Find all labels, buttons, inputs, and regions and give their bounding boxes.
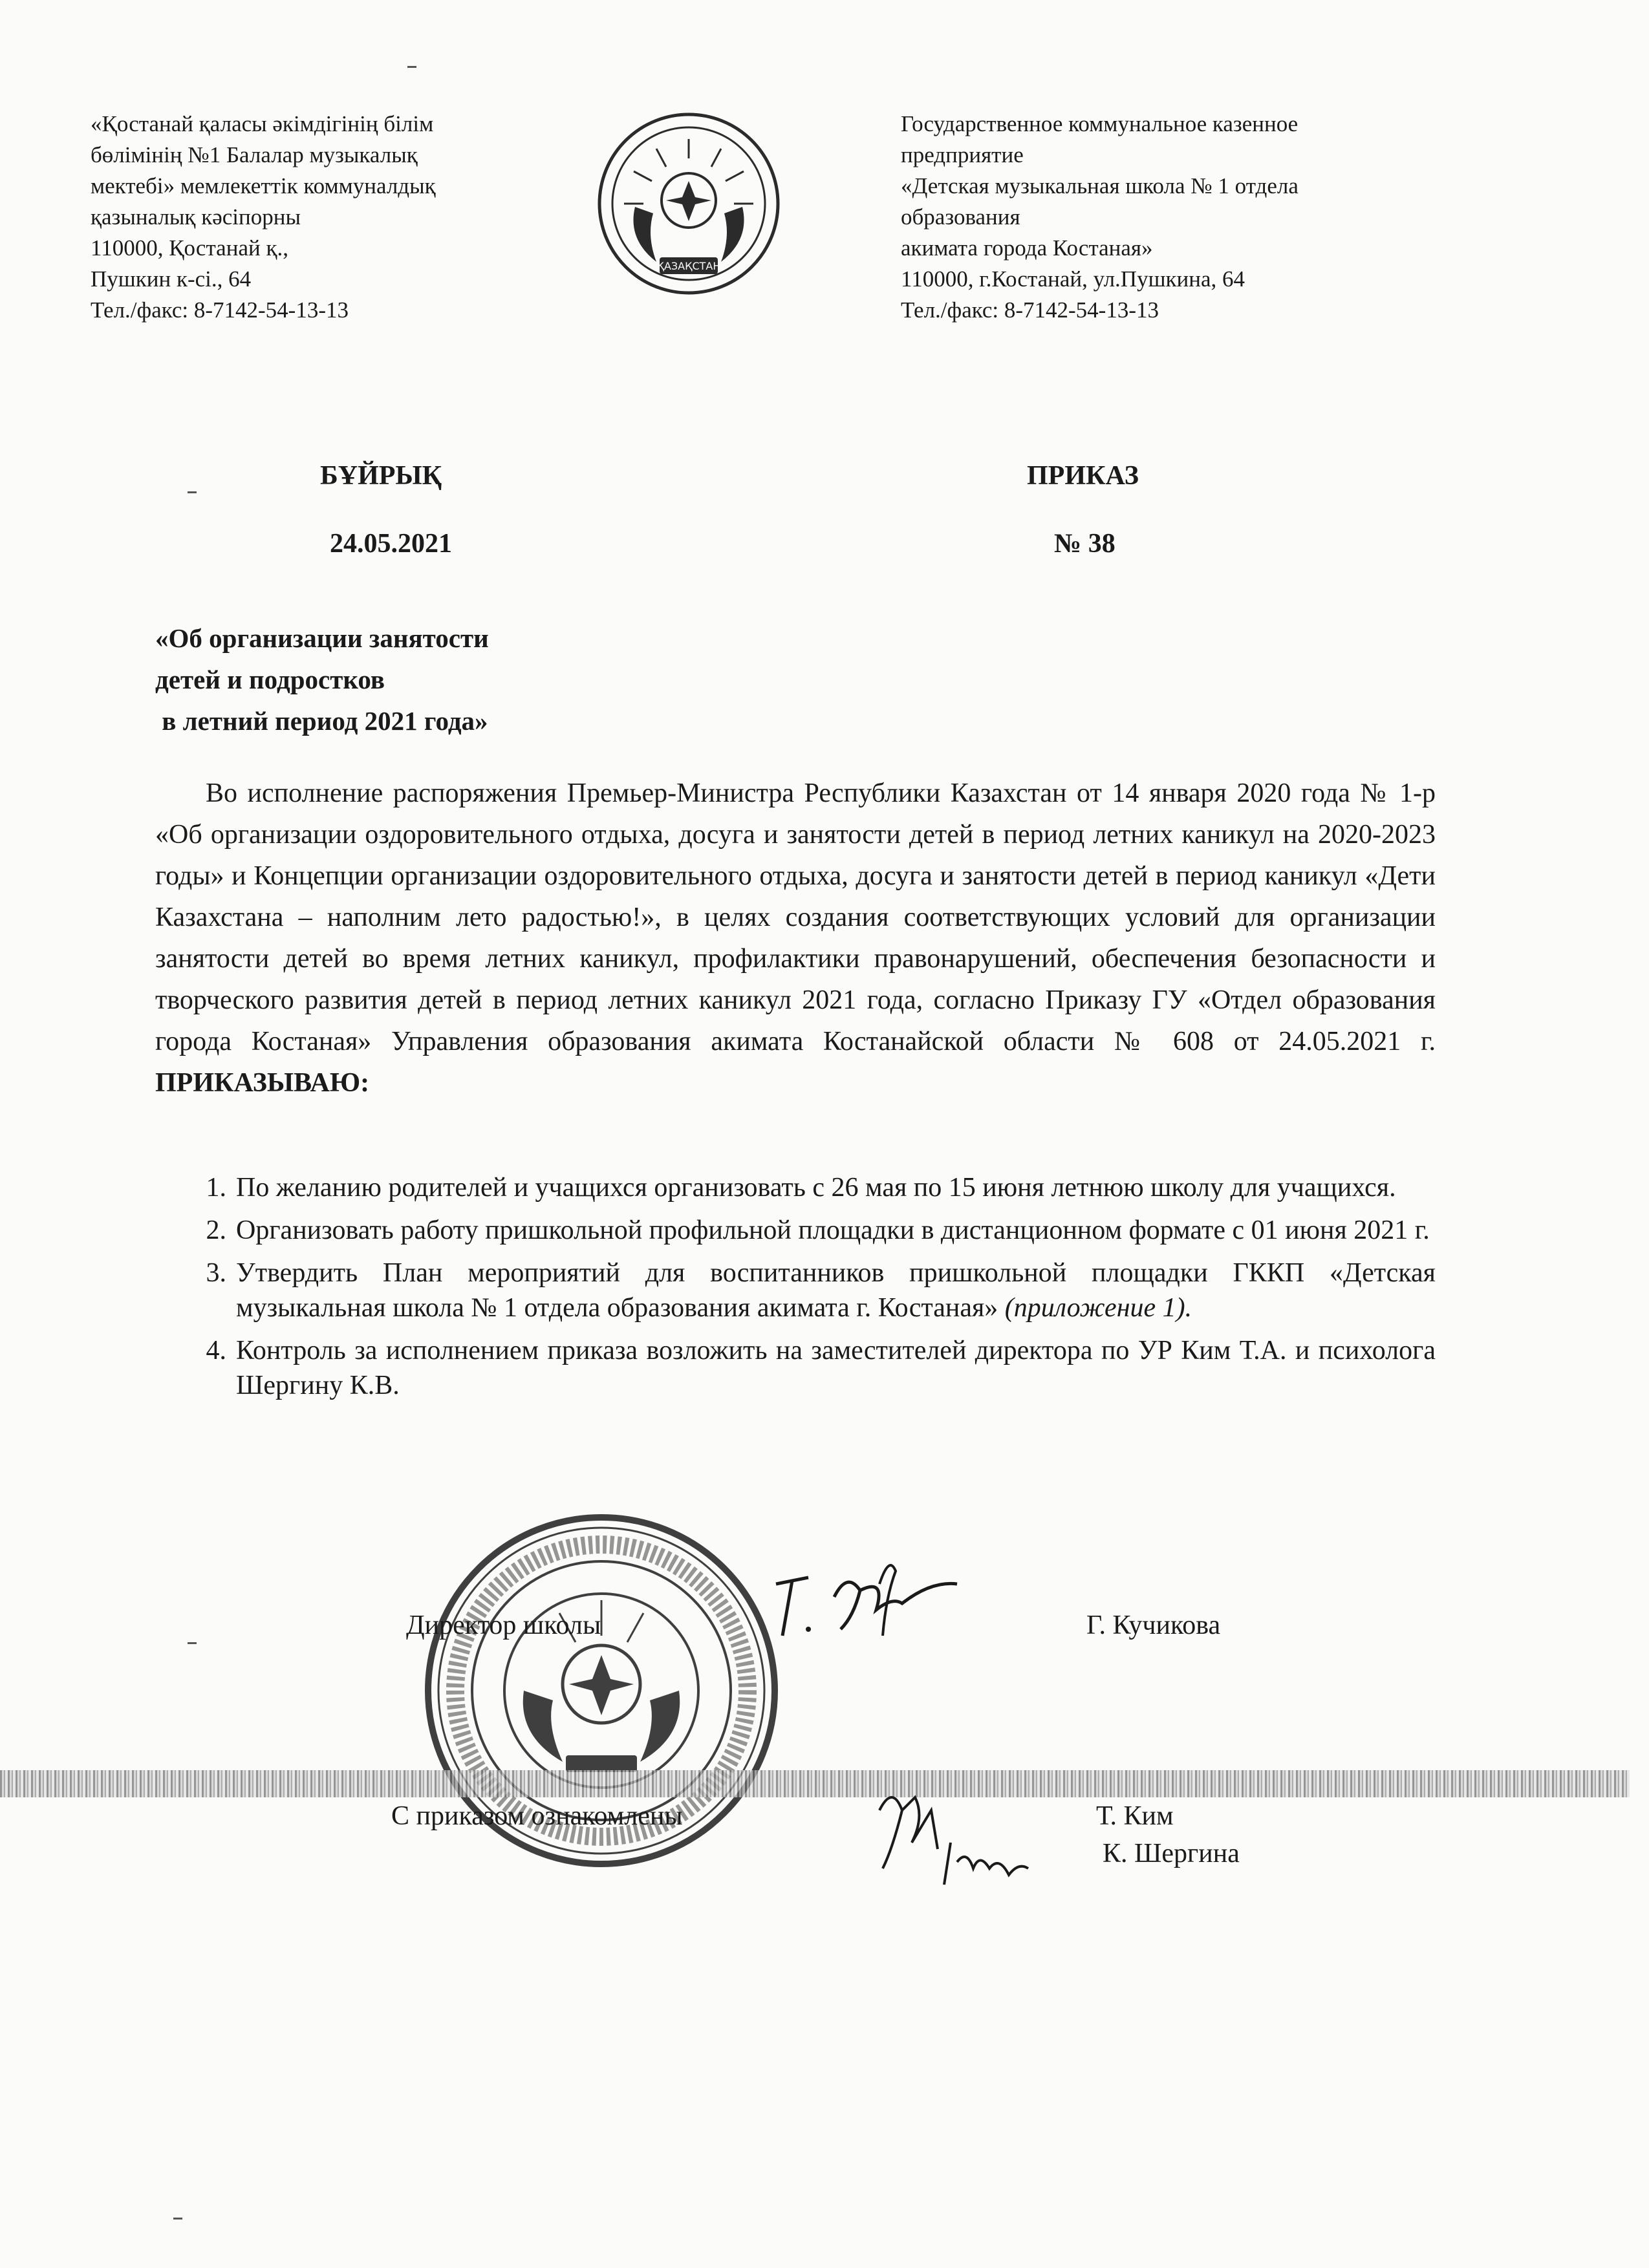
acquainted-label: С приказом ознакомлены: [391, 1801, 683, 1831]
handwritten-signature-icon: [854, 1771, 1061, 1901]
scan-artifact-strip: [0, 1770, 1630, 1797]
handwritten-signature-icon: [763, 1558, 970, 1649]
order-item: [188, 1256, 1436, 1325]
order-item: [188, 1170, 1436, 1205]
order-date: 24.05.2021: [330, 529, 452, 559]
header-left-line: мектебі» мемлекеттік коммуналдық: [91, 173, 436, 198]
order-item-number: 1.: [206, 1173, 226, 1203]
order-item-text: Организовать работу пришкольной профильной площадки в дистанционном формате с 01 июня 2021 г.: [236, 1215, 1430, 1245]
order-command: ПРИКАЗЫВАЮ:: [155, 1068, 370, 1098]
header-left-line: 110000, Қостанай қ.,: [91, 235, 288, 261]
order-body: [155, 773, 1436, 1104]
order-item-number: 4.: [206, 1336, 226, 1365]
order-subject-line: детей и подростков: [155, 665, 385, 694]
acquainted-name: К. Шергина: [1103, 1839, 1240, 1868]
director-signature-mark: [763, 1558, 970, 1649]
order-item-text: Утвердить План мероприятий для воспитанников пришкольной площадки ГККП «Детская музыкальная школа № 1 отдела образования акимата г. Костаная»: [236, 1258, 1436, 1323]
acquainted-signatures: [854, 1771, 1061, 1901]
header-left-line: Пушкин к-сі., 64: [91, 266, 252, 292]
order-item-note: (приложение 1).: [1004, 1293, 1192, 1323]
acquainted-name: Т. Ким: [1096, 1801, 1174, 1831]
margin-mark: [188, 1642, 197, 1644]
order-number: № 38: [1054, 529, 1116, 559]
order-item: [188, 1333, 1436, 1403]
order-title-kz: БҰЙРЫҚ: [320, 461, 442, 491]
order-subject-line: в летний период 2021 года»: [155, 706, 488, 736]
order-item-text: Контроль за исполнением приказа возложить на заместителей директора по УР Ким Т.А. и психолога Шергину К.В.: [236, 1336, 1436, 1400]
director-name: Г. Кучикова: [1086, 1610, 1221, 1640]
state-emblem: [595, 110, 782, 297]
margin-mark: [173, 2218, 182, 2220]
header-right-line: «Детская музыкальная школа № 1 отдела: [901, 173, 1299, 198]
header-left-line: «Қостанай қаласы әкімдігінің білім: [91, 111, 434, 136]
header-left-block: [91, 109, 556, 326]
order-title-ru: ПРИКАЗ: [1027, 461, 1139, 491]
state-emblem-icon: [595, 110, 782, 297]
order-item-number: 3.: [206, 1258, 226, 1288]
header-right-line: предприятие: [901, 142, 1024, 167]
order-items: [188, 1170, 1436, 1411]
header-right-line: Тел./факс: 8-7142-54-13-13: [901, 297, 1159, 323]
header-right-line: акимата города Костаная»: [901, 235, 1153, 261]
header-right-line: Государственное коммунальное казенное: [901, 111, 1299, 136]
margin-mark: [407, 66, 416, 68]
header-right-line: 110000, г.Костанай, ул.Пушкина, 64: [901, 266, 1245, 292]
order-item-number: 2.: [206, 1215, 226, 1245]
order-item-text: По желанию родителей и учащихся организовать с 26 мая по 15 июня летнюю школу для учащихся.: [236, 1173, 1396, 1203]
order-subject-line: «Об организации занятости: [155, 623, 489, 653]
header-left-line: бөлімінің №1 Балалар музыкалық: [91, 142, 418, 167]
order-body-text: Во исполнение распоряжения Премьер-Министра Республики Казахстан от 14 января 2020 года № 1-р «Об организации оздоровительного отдыха, досуга и занятости детей в период летних каникул на 2020-2023 годы» и Концепции организации оздоровительного отдыха, досуга и занятости детей в период каникул «Дети Казахстана – наполним лето радостью!», в целях создания соответствующих условий для организации занятости детей во время летних каникул, профилактики правонарушений, обеспечения безопасности и творческого развития детей в период летних каникул 2021 года, согласно Приказу ГУ «Отдел образования города Костаная» Управления образования акимата Костанайской области № 608 от 24.05.2021 г.: [155, 778, 1436, 1056]
header-left-line: қазыналық кәсіпорны: [91, 204, 301, 230]
margin-mark: [188, 491, 197, 493]
header-right-block: [901, 109, 1418, 326]
emblem-ribbon-text: ҚАЗАҚСТАН: [656, 260, 721, 272]
header-left-line: Тел./факс: 8-7142-54-13-13: [91, 297, 349, 323]
header-right-line: образования: [901, 204, 1020, 230]
order-item: [188, 1213, 1436, 1248]
director-position: Директор школы: [406, 1610, 601, 1640]
order-subject: [155, 617, 489, 742]
